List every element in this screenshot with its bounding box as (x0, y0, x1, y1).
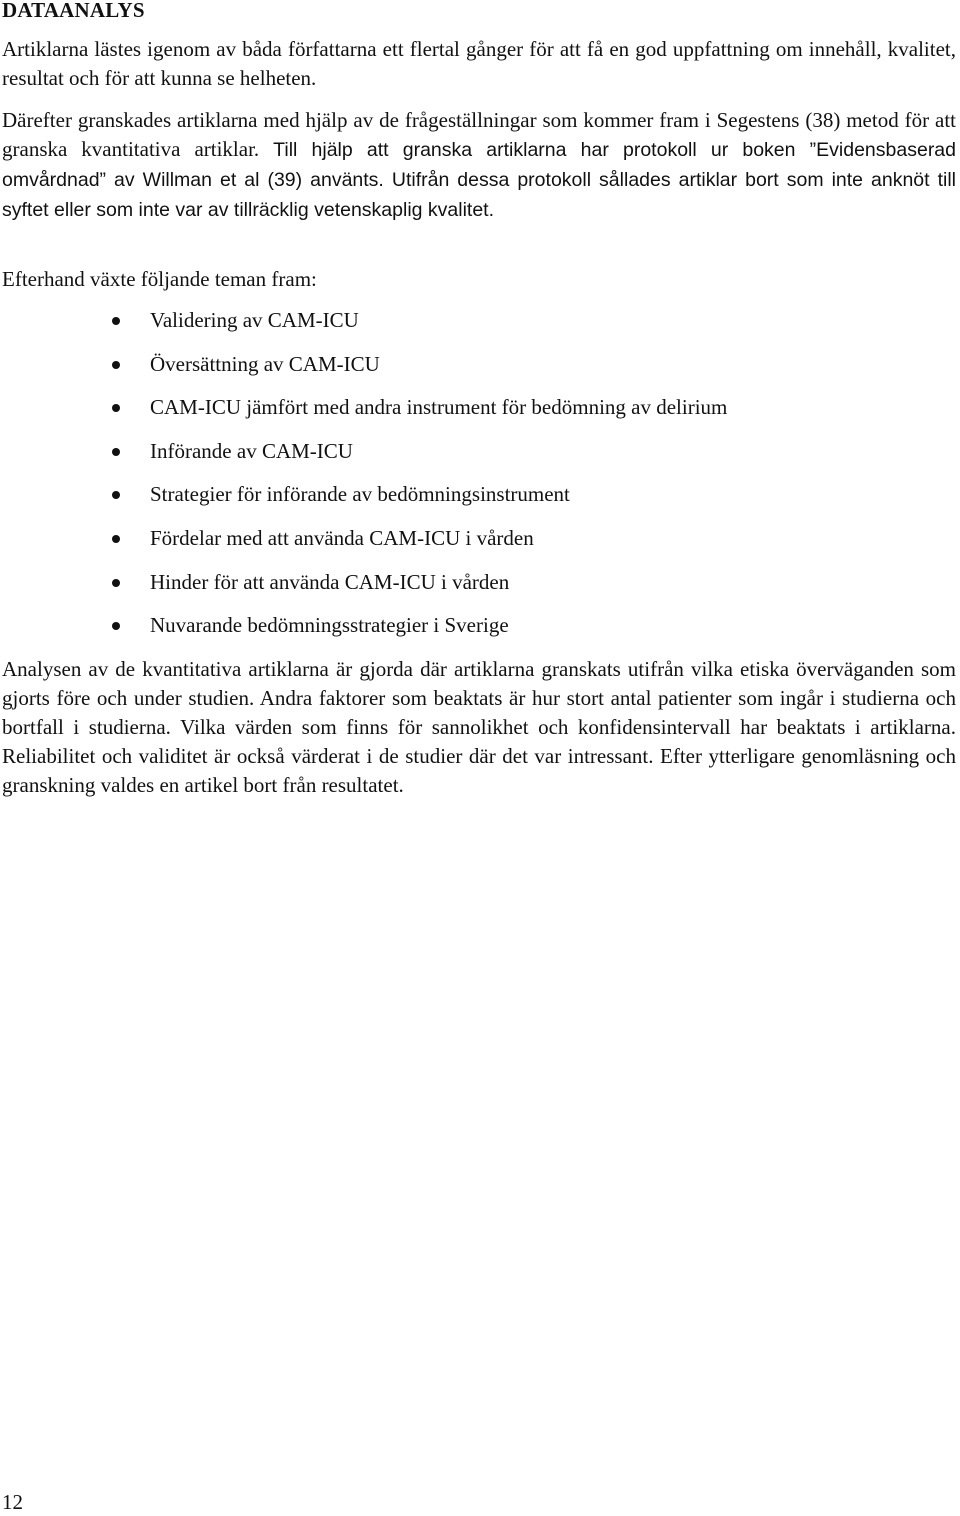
theme-label: Fördelar med att använda CAM-ICU i vården (150, 525, 534, 550)
bullet-icon (112, 448, 120, 456)
bullet-icon (112, 361, 120, 369)
paragraph-review-method-part2: Till hjälp att granska artiklarna har protokoll ur boken ”Evidensbaserad omvårdnad” av Willman et al (39) använts. Utifrån dessa protokoll sållades artiklar bort som inte anknöt till syftet eller som inte var av tillräcklig vetenskaplig kvalitet. (2, 139, 957, 221)
theme-label: Validering av CAM-ICU (150, 308, 359, 332)
paragraph-review-method-part1: Därefter granskades artiklarna med hjälp av de frågeställningar som kommer fram i Segestens (38) metod för att granska kvantitativa artiklar. (2, 108, 956, 161)
theme-label: CAM-ICU jämfört med andra instrument för bedömning av delirium (150, 395, 728, 420)
section-heading: DATAANALYS (2, 0, 145, 22)
page-number: 12 (2, 1490, 23, 1514)
bullet-icon (112, 491, 120, 499)
paragraph-reading: Artiklarna lästes igenom av båda författarna ett flertal gånger för att få en god uppfattning om innehåll, kvalitet, resultat och för att kunna se helheten. (2, 37, 956, 90)
theme-label: Strategier för införande av bedömningsinstrument (150, 482, 570, 507)
bullet-icon (112, 622, 120, 630)
paragraph-review-method (2, 106, 956, 225)
theme-label: Nuvarande bedömningsstrategier i Sverige (150, 613, 509, 638)
bullet-icon (112, 579, 120, 587)
bullet-icon (112, 317, 120, 325)
bullet-icon (112, 404, 120, 412)
theme-label: Hinder för att använda CAM-ICU i vården (150, 569, 510, 594)
theme-label: Översättning av CAM-ICU (150, 351, 380, 376)
theme-label: Införande av CAM-ICU (150, 438, 353, 463)
paragraph-themes-intro: Efterhand växte följande teman fram: (2, 267, 317, 291)
paragraph-analysis: Analysen av de kvantitativa artiklarna är gjorda där artiklarna granskats utifrån vilka etiska överväganden som gjorts före och under studien. Andra faktorer som beaktats är hur stort antal patienter som ingår i studierna och bortfall i studierna. Vilka värden som finns för sannolikhet och konfidensintervall har beaktats i artiklarna. Reliabilitet och validitet är också värderat i de studier där det var intressant. Efter ytterligare genomläsning och granskning valdes en artikel bort från resultatet. (2, 657, 956, 797)
bullet-icon (112, 535, 120, 543)
